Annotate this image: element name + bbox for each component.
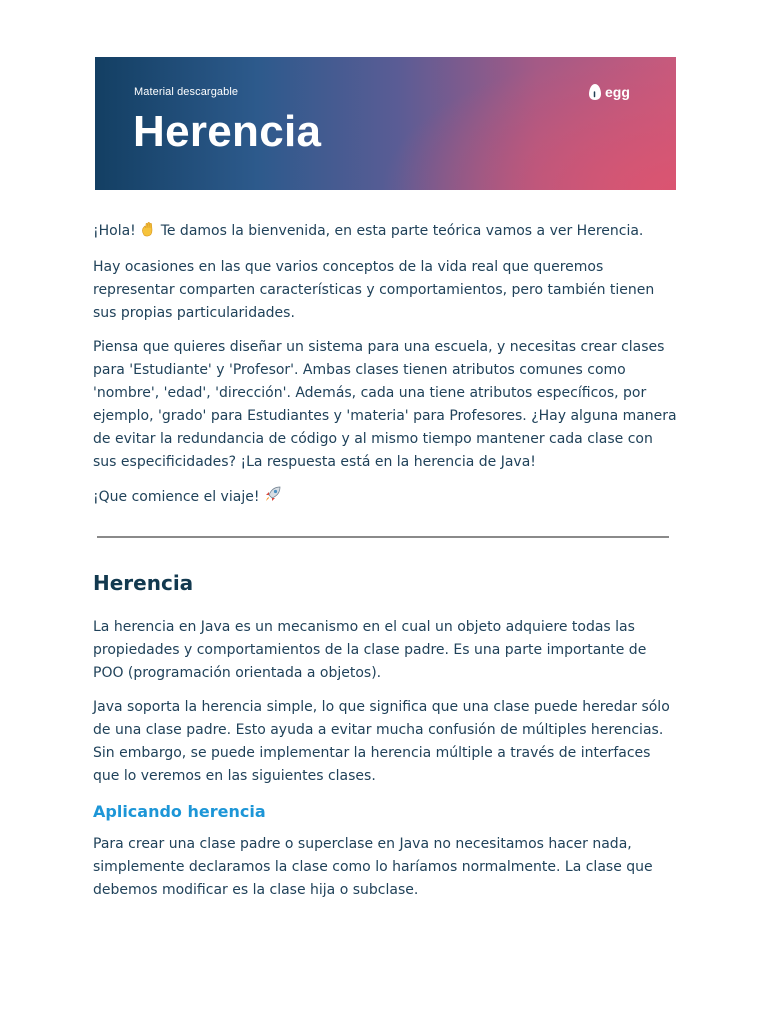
greeting-text-end: Te damos la bienvenida, en esta parte teórica vamos a ver Herencia. bbox=[156, 223, 644, 239]
subsection-heading: Aplicando herencia bbox=[93, 802, 266, 821]
section-divider bbox=[97, 536, 669, 538]
rocket-icon bbox=[264, 485, 282, 511]
herencia-section bbox=[93, 568, 679, 913]
closing-paragraph bbox=[93, 485, 679, 511]
intro-paragraph-2: Hay ocasiones en las que varios conceptos de la vida real que queremos representar comparten características y comportamientos, pero también tienen sus propias particularidades. bbox=[93, 259, 655, 321]
greeting-text-start: ¡Hola! bbox=[93, 223, 141, 239]
banner-subtitle: Material descargable bbox=[134, 86, 239, 98]
intro-section bbox=[93, 220, 679, 522]
egg-icon bbox=[588, 83, 602, 101]
section-heading: Herencia bbox=[93, 571, 194, 595]
header-banner bbox=[95, 57, 676, 190]
closing-text: ¡Que comience el viaje! bbox=[93, 489, 264, 505]
brand-logo bbox=[588, 83, 630, 101]
greeting-paragraph bbox=[93, 220, 679, 245]
section-paragraph-2: Java soporta la herencia simple, lo que significa que una clase puede heredar sólo de una clase padre. Esto ayuda a evitar mucha confusión de múltiples herencias. Sin embargo, se puede implementar la herencia múltiple a través de interfaces que lo veremos en las siguientes clases. bbox=[93, 699, 670, 784]
intro-paragraph-3: Piensa que quieres diseñar un sistema para una escuela, y necesitas crear clases para 'Estudiante' y 'Profesor'. Ambas clases tienen atributos comunes como 'nombre', 'edad', 'dirección'. Además, cada una tiene atributos específicos, por ejemplo, 'grado' para Estudiantes y 'materia' para Profesores. ¿Hay alguna manera de evitar la redundancia de código y al mismo tiempo mantener cada clase con sus especificidades? ¡La respuesta está en la herencia de Java! bbox=[93, 339, 677, 470]
page-title: Herencia bbox=[133, 107, 322, 156]
section-paragraph-1: La herencia en Java es un mecanismo en el cual un objeto adquiere todas las propiedades y comportamientos de la clase padre. Es una parte importante de POO (programación orientada a objetos). bbox=[93, 619, 647, 681]
section-paragraph-3: Para crear una clase padre o superclase en Java no necesitamos hacer nada, simplemente declaramos la clase como lo haríamos normalmente. La clase que debemos modificar es la clase hija o subclase. bbox=[93, 836, 653, 898]
waving-hand-icon bbox=[140, 221, 156, 245]
logo-text: egg bbox=[605, 84, 630, 100]
